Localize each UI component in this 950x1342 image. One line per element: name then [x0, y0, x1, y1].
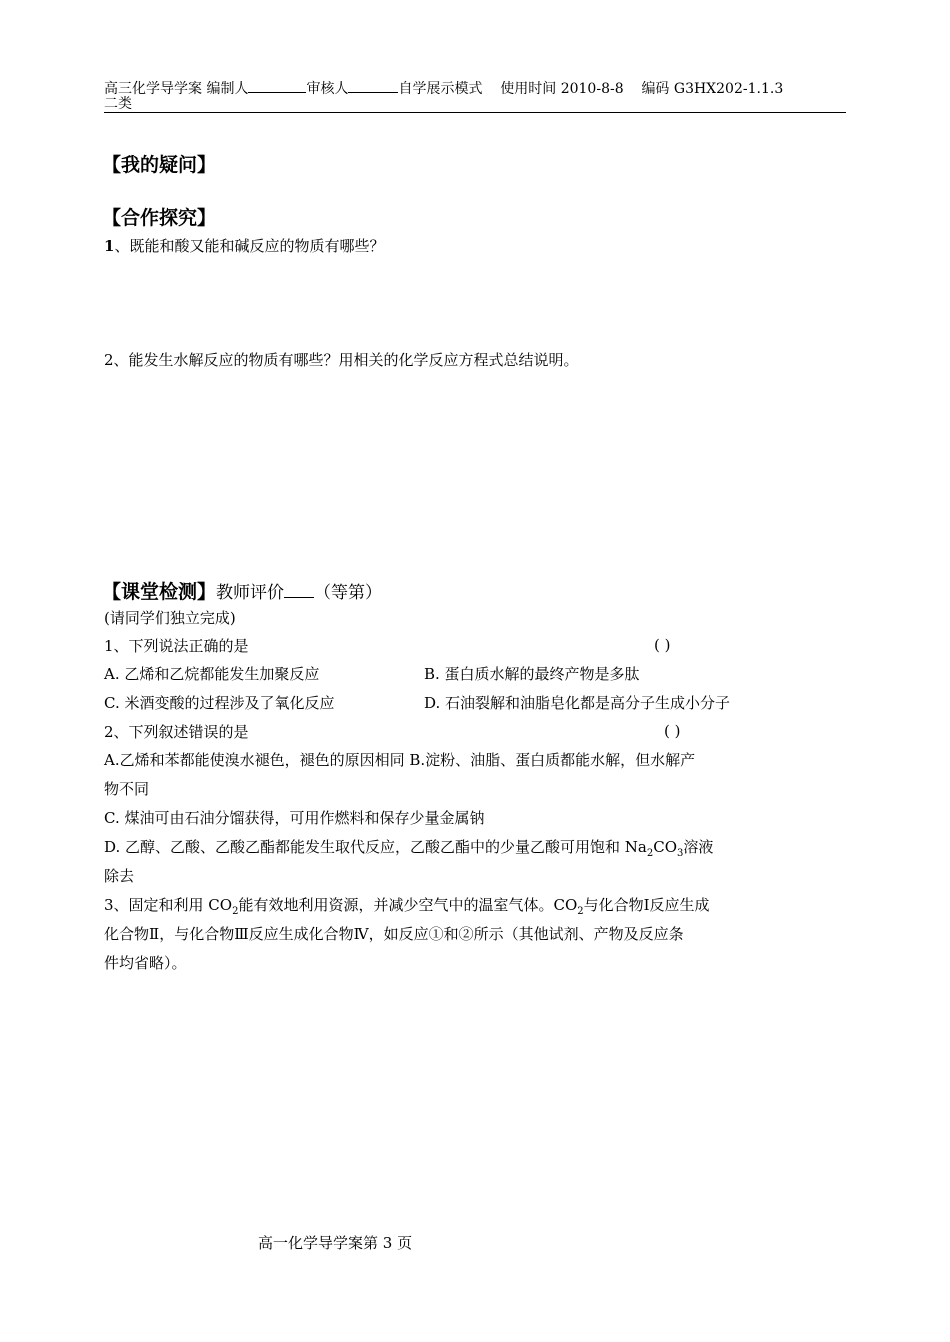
explore-q1-number: 1: [104, 237, 115, 255]
section-explore: 【合作探究】: [102, 207, 217, 229]
header-category: 二类: [104, 96, 132, 112]
q2-stem: 2、下列叙述错误的是: [104, 723, 249, 741]
q2-d-sub-3: 3: [677, 848, 684, 859]
q2-d-co: CO: [653, 838, 678, 856]
header-title: 高三化学导学案 编制人: [104, 81, 249, 97]
q2-option-d: [104, 837, 713, 864]
q1-option-b: B. 蛋白质水解的最终产物是多肽: [424, 665, 640, 683]
q3-sub-b: 2: [577, 906, 584, 917]
editor-blank: [248, 80, 306, 93]
section-test: 【课堂检测】: [102, 581, 217, 603]
q1-answer-paren: ( ): [654, 636, 671, 654]
q3-sub-a: 2: [232, 906, 239, 917]
q3-text-b: 能有效地利用资源，并减少空气中的温室气体。CO: [238, 896, 578, 914]
header-divider: [104, 112, 846, 113]
q2-option-ab: A.乙烯和苯都能使溴水褪色，褪色的原因相同 B.淀粉、油脂、蛋白质都能水解，但水解产: [104, 751, 696, 769]
explore-question-1: [104, 236, 384, 256]
section-doubts: 【我的疑问】: [102, 154, 217, 176]
q1-option-d: D. 石油裂解和油脂皂化都是高分子生成小分子: [424, 694, 731, 712]
q2-option-d-cont: 除去: [104, 867, 135, 885]
q2-d-sub-2: 2: [646, 848, 654, 859]
q2-d-solution: 溶液: [683, 838, 714, 856]
q2-answer-paren: ( ): [664, 722, 681, 740]
test-heading-row: [102, 577, 382, 604]
header-date: 使用时间 2010-8-8: [500, 81, 624, 97]
page-header: [104, 80, 783, 97]
q1-option-c: C. 米酒变酸的过程涉及了氧化反应: [104, 694, 335, 712]
q2-option-ab-cont: 物不同: [104, 780, 150, 798]
grade-label: （等第）: [314, 583, 383, 603]
reviewer-blank: [348, 80, 398, 93]
header-code: 编码 G3HX202-1.1.3: [641, 81, 784, 97]
explore-q1-text: 、既能和酸又能和碱反应的物质有哪些？: [114, 237, 385, 255]
explore-question-2: 2、能发生水解反应的物质有哪些？用相关的化学反应方程式总结说明。: [104, 351, 579, 369]
test-note: (请同学们独立完成): [104, 609, 236, 627]
header-reviewer: 审核人: [306, 81, 349, 97]
q2-d-text: D. 乙醇、乙酸、乙酸乙酯都能发生取代反应，乙酸乙酯中的少量乙酸可用饱和 Na: [104, 838, 647, 856]
q3-line-2: 化合物Ⅱ，与化合物Ⅲ反应生成化合物Ⅳ，如反应①和②所示（其他试剂、产物及反应条: [104, 925, 684, 943]
teacher-eval-label: 教师评价: [216, 583, 285, 603]
q3-text-a: 3、固定和利用 CO: [104, 896, 233, 914]
header-mode: 自学展示模式: [398, 81, 483, 97]
q3-line-3: 件均省略）。: [104, 954, 187, 972]
q3-text-c: 与化合物Ⅰ反应生成: [583, 896, 710, 914]
q2-option-c: C. 煤油可由石油分馏获得，可用作燃料和保存少量金属钠: [104, 809, 485, 827]
grade-blank: [284, 583, 314, 598]
page-footer: 高一化学导学案第 3 页: [258, 1234, 413, 1252]
q1-stem: 1、下列说法正确的是: [104, 637, 249, 655]
q1-option-a: A. 乙烯和乙烷都能发生加聚反应: [104, 665, 320, 683]
q3-line-1: [104, 895, 710, 922]
